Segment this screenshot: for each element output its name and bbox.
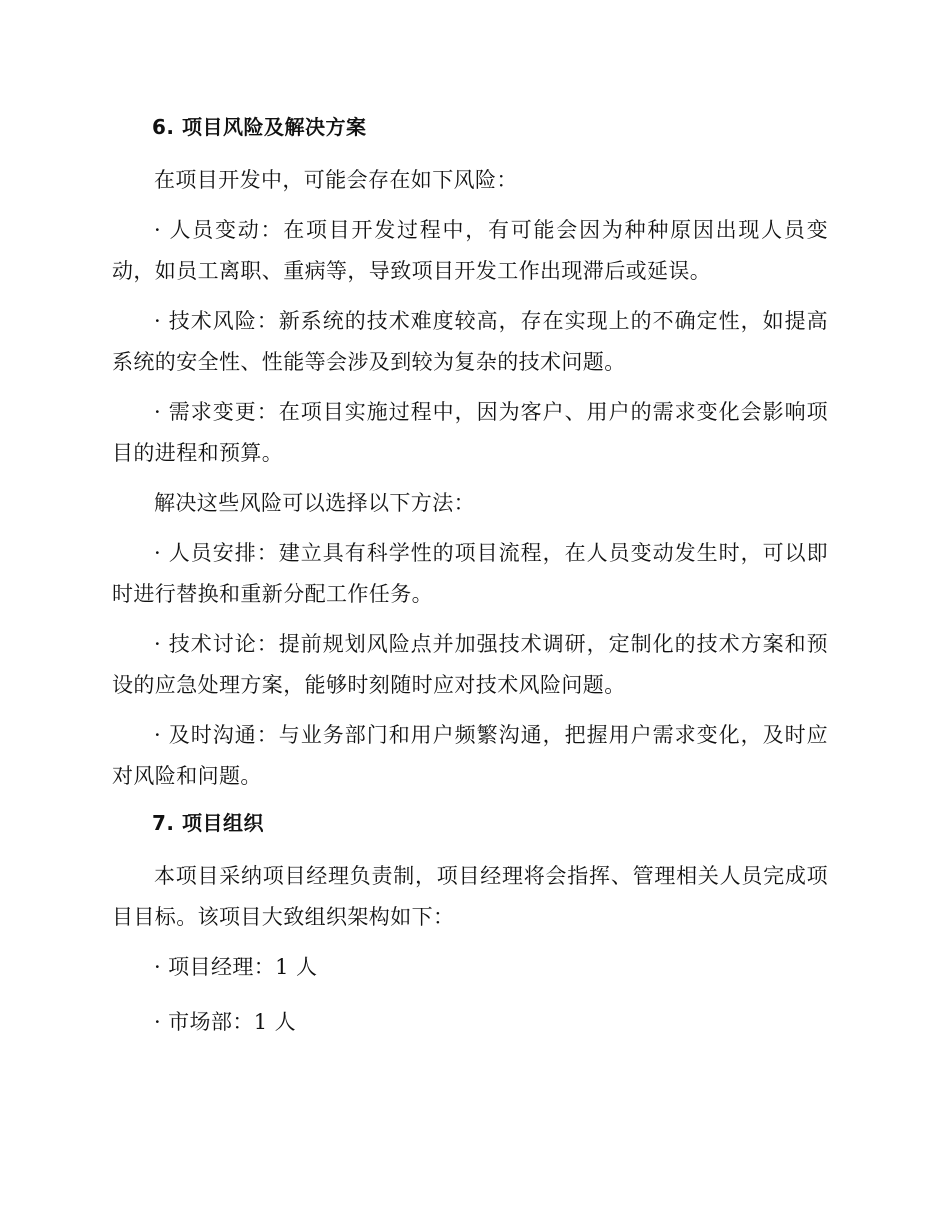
solution-item-communication: · 及时沟通：与业务部门和用户频繁沟通，把握用户需求变化，及时应对风险和问题。 [112, 723, 828, 788]
role-item-project-manager: · 项目经理：1 人 [154, 955, 318, 979]
role-item-marketing: · 市场部：1 人 [154, 1010, 296, 1034]
risk-item-requirement-change: · 需求变更：在项目实施过程中，因为客户、用户的需求变化会影响项目的进程和预算。 [112, 400, 828, 465]
document-page [112, 110, 828, 1057]
risk-item-technical: · 技术风险：新系统的技术难度较高，存在实现上的不确定性，如提高系统的安全性、性能等会涉及到较为复杂的技术问题。 [112, 309, 828, 374]
section-6-intro: 在项目开发中，可能会存在如下风险： [154, 168, 518, 192]
solutions-intro: 解决这些风险可以选择以下方法： [154, 491, 475, 515]
risk-item-staff-change: · 人员变动：在项目开发过程中，有可能会因为种种原因出现人员变动，如员工离职、重病等，导致项目开发工作出现滞后或延误。 [112, 218, 828, 283]
solution-item-staffing: · 人员安排：建立具有科学性的项目流程，在人员变动发生时，可以即时进行替换和重新分配工作任务。 [112, 541, 828, 606]
solution-item-tech-discussion: · 技术讨论：提前规划风险点并加强技术调研，定制化的技术方案和预设的应急处理方案，能够时刻随时应对技术风险问题。 [112, 632, 828, 697]
section-7-heading: 7. 项目组织 [152, 811, 264, 835]
section-7-intro: 本项目采纳项目经理负责制，项目经理将会指挥、管理相关人员完成项目目标。该项目大致组织架构如下： [112, 864, 828, 929]
section-6-heading: 6. 项目风险及解决方案 [152, 115, 367, 139]
